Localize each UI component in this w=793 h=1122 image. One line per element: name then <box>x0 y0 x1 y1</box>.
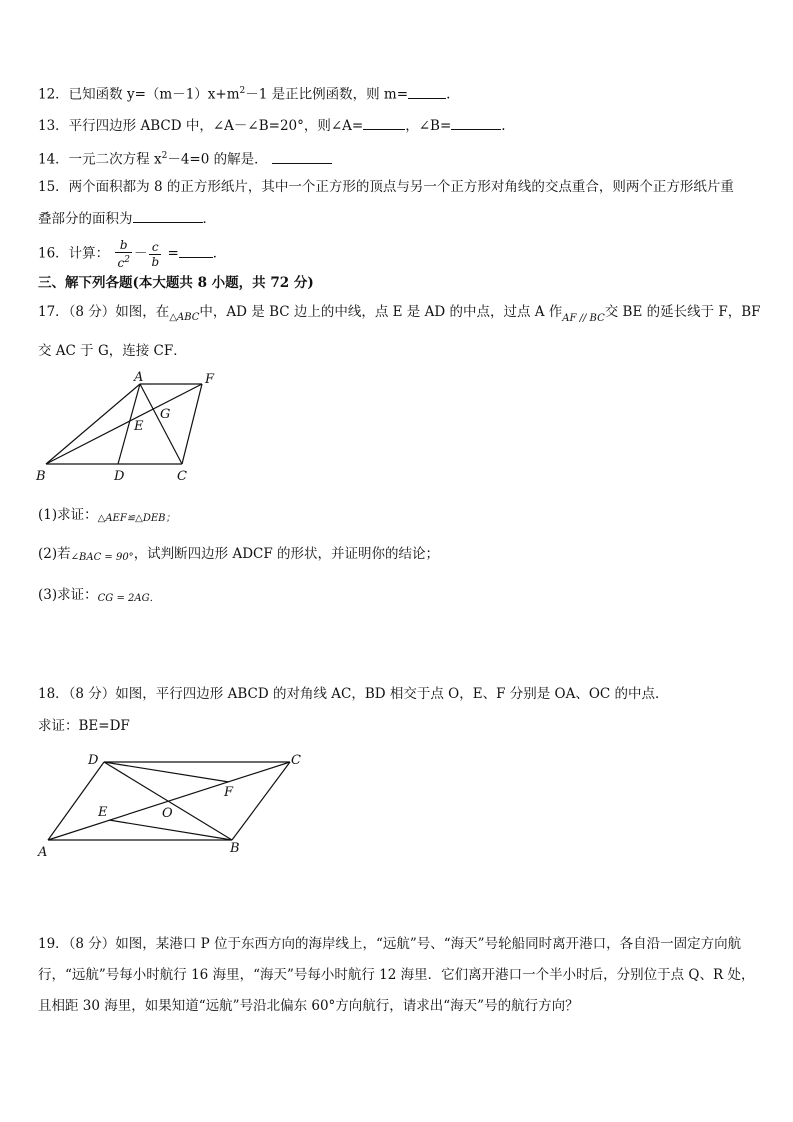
q16-minus: － <box>133 245 148 262</box>
question-19-line3: 且相距 30 海里，如果知道“远航”号沿北偏东 60°方向航行，请求出“海天”号的航行方向？ <box>38 998 579 1014</box>
q17-line1-a: 17．（8 分）如图，在 <box>38 304 170 320</box>
q18-figure <box>32 748 312 860</box>
q17-label-f: F <box>205 372 215 387</box>
q17-part-2 <box>38 545 439 565</box>
q17-p2-text: ，试判断四边形 ADCF 的形状，并证明你的结论； <box>133 546 440 562</box>
q17-p3-math: CG = 2AG． <box>97 593 160 604</box>
q12-sup: 2 <box>239 86 246 96</box>
q12-prefix: 12．已知函数 y=（m－1）x+m <box>38 86 240 103</box>
question-15-line2 <box>38 208 216 228</box>
q17-label-c: C <box>177 469 187 484</box>
question-19-line1: 19．（8 分）如图，某港口 P 位于东西方向的海岸线上，“远航”号、“海天”号轮船同时离开港口，各自沿一固定方向航 <box>38 936 742 952</box>
question-18-line2: 求证：BE=DF <box>38 718 130 734</box>
q13-blank-b[interactable] <box>451 115 501 130</box>
q16-answer-blank[interactable] <box>179 243 213 258</box>
q17-p3-num: (3) <box>38 587 58 603</box>
q12-suffix: －1 是正比例函数，则 m= <box>245 86 409 103</box>
q18-seg-be <box>109 820 232 840</box>
q17-p2-num: (2) <box>38 546 58 562</box>
question-19-line2: 行，“远航”号每小时航行 16 海里，“海天”号每小时航行 12 海里．它们离开港口一个半小时后，分别位于点 Q、R 处， <box>38 967 755 983</box>
q16-f1-den-sup: 2 <box>124 255 130 265</box>
q16-f2-den: b <box>151 254 160 269</box>
q17-label-e: E <box>134 419 144 434</box>
q17-p1-text: 求证： <box>57 507 98 523</box>
question-13 <box>38 115 506 135</box>
q17-seg-ba <box>46 384 140 464</box>
q18-seg-bc <box>232 762 290 840</box>
q17-triangle-abc: △ABC <box>169 312 200 323</box>
q12-answer-blank[interactable] <box>408 84 446 99</box>
q17-label-b: B <box>36 469 46 484</box>
q18-label-c: C <box>291 753 301 768</box>
q18-seg-df <box>104 762 229 782</box>
q17-p1-num: (1) <box>38 507 58 523</box>
q13-blank-a[interactable] <box>363 115 405 130</box>
q17-p2-pre: 若 <box>57 546 71 562</box>
question-18-line1: 18．（8 分）如图，平行四边形 ABCD 的对角线 AC，BD 相交于点 O，E、F 分别是 OA、OC 的中点． <box>38 686 669 702</box>
question-17-line1 <box>38 303 761 323</box>
q16-f1-den-base: c <box>117 256 125 270</box>
q17-figure <box>30 370 230 485</box>
q14-sup: 2 <box>161 151 168 161</box>
q18-label-e: E <box>98 805 108 820</box>
q17-part-3 <box>38 586 160 606</box>
q13-end: . <box>501 118 506 134</box>
q13-text: 13．平行四边形 ABCD 中，∠A－∠B=20°，则∠A= <box>38 118 364 134</box>
q16-fraction-2 <box>149 240 161 269</box>
q17-seg-ac <box>140 384 182 464</box>
q17-label-a: A <box>134 370 144 385</box>
q17-seg-bf <box>46 384 202 464</box>
question-16 <box>38 238 226 270</box>
q12-end: . <box>446 86 451 103</box>
q17-parallel: AF // BC <box>562 313 605 324</box>
q16-eq: = <box>167 245 179 262</box>
q14-answer-blank[interactable] <box>272 149 332 164</box>
q16-f1-num: b <box>115 238 131 253</box>
q16-fraction-1 <box>115 238 131 270</box>
q17-p1-math: △AEF≌△DEB； <box>97 513 176 524</box>
question-14 <box>38 147 332 169</box>
question-17-line2: 交 AC 于 G，连接 CF． <box>38 343 187 359</box>
q17-label-g: G <box>160 407 171 422</box>
section-3-title: 三、解下列各题(本大题共 8 小题，共 72 分) <box>38 275 314 291</box>
q18-seg-db <box>104 762 232 840</box>
q17-part-1 <box>38 506 176 526</box>
q18-label-a: A <box>38 845 48 860</box>
q18-label-d: D <box>88 753 99 768</box>
q14-prefix: 14．一元二次方程 x <box>38 151 162 168</box>
q17-p3-text: 求证： <box>57 587 98 603</box>
question-15-line1: 15．两个面积都为 8 的正方形纸片，其中一个正方形的顶点与另一个正方形对角线的交点重合，则两个正方形纸片重 <box>38 179 734 195</box>
q18-label-f: F <box>224 785 234 800</box>
q18-seg-ad <box>48 762 104 840</box>
q16-f1-den <box>115 253 131 270</box>
q13-mid: ，∠B= <box>405 118 452 134</box>
q17-line1-c: 交 BE 的延长线于 F，BF <box>604 304 761 320</box>
q17-label-d: D <box>114 469 125 484</box>
q16-label: 16．计算： <box>38 245 110 262</box>
q14-suffix: －4=0 的解是． <box>167 151 268 168</box>
q15-end: ． <box>202 211 216 227</box>
q17-seg-fc <box>182 384 202 464</box>
q15-answer-blank[interactable] <box>133 208 203 223</box>
q16-end: ． <box>212 245 227 262</box>
q17-line1-b: 中，AD 是 BC 边上的中线，点 E 是 AD 的中点，过点 A 作 <box>199 304 563 320</box>
q16-f2-num: c <box>149 240 161 255</box>
question-12 <box>38 82 450 104</box>
q15-line2-text: 叠部分的面积为 <box>38 211 133 227</box>
q18-label-b: B <box>230 841 240 856</box>
q18-label-o: O <box>162 806 173 821</box>
q17-p2-math: ∠BAC = 90° <box>70 552 134 563</box>
